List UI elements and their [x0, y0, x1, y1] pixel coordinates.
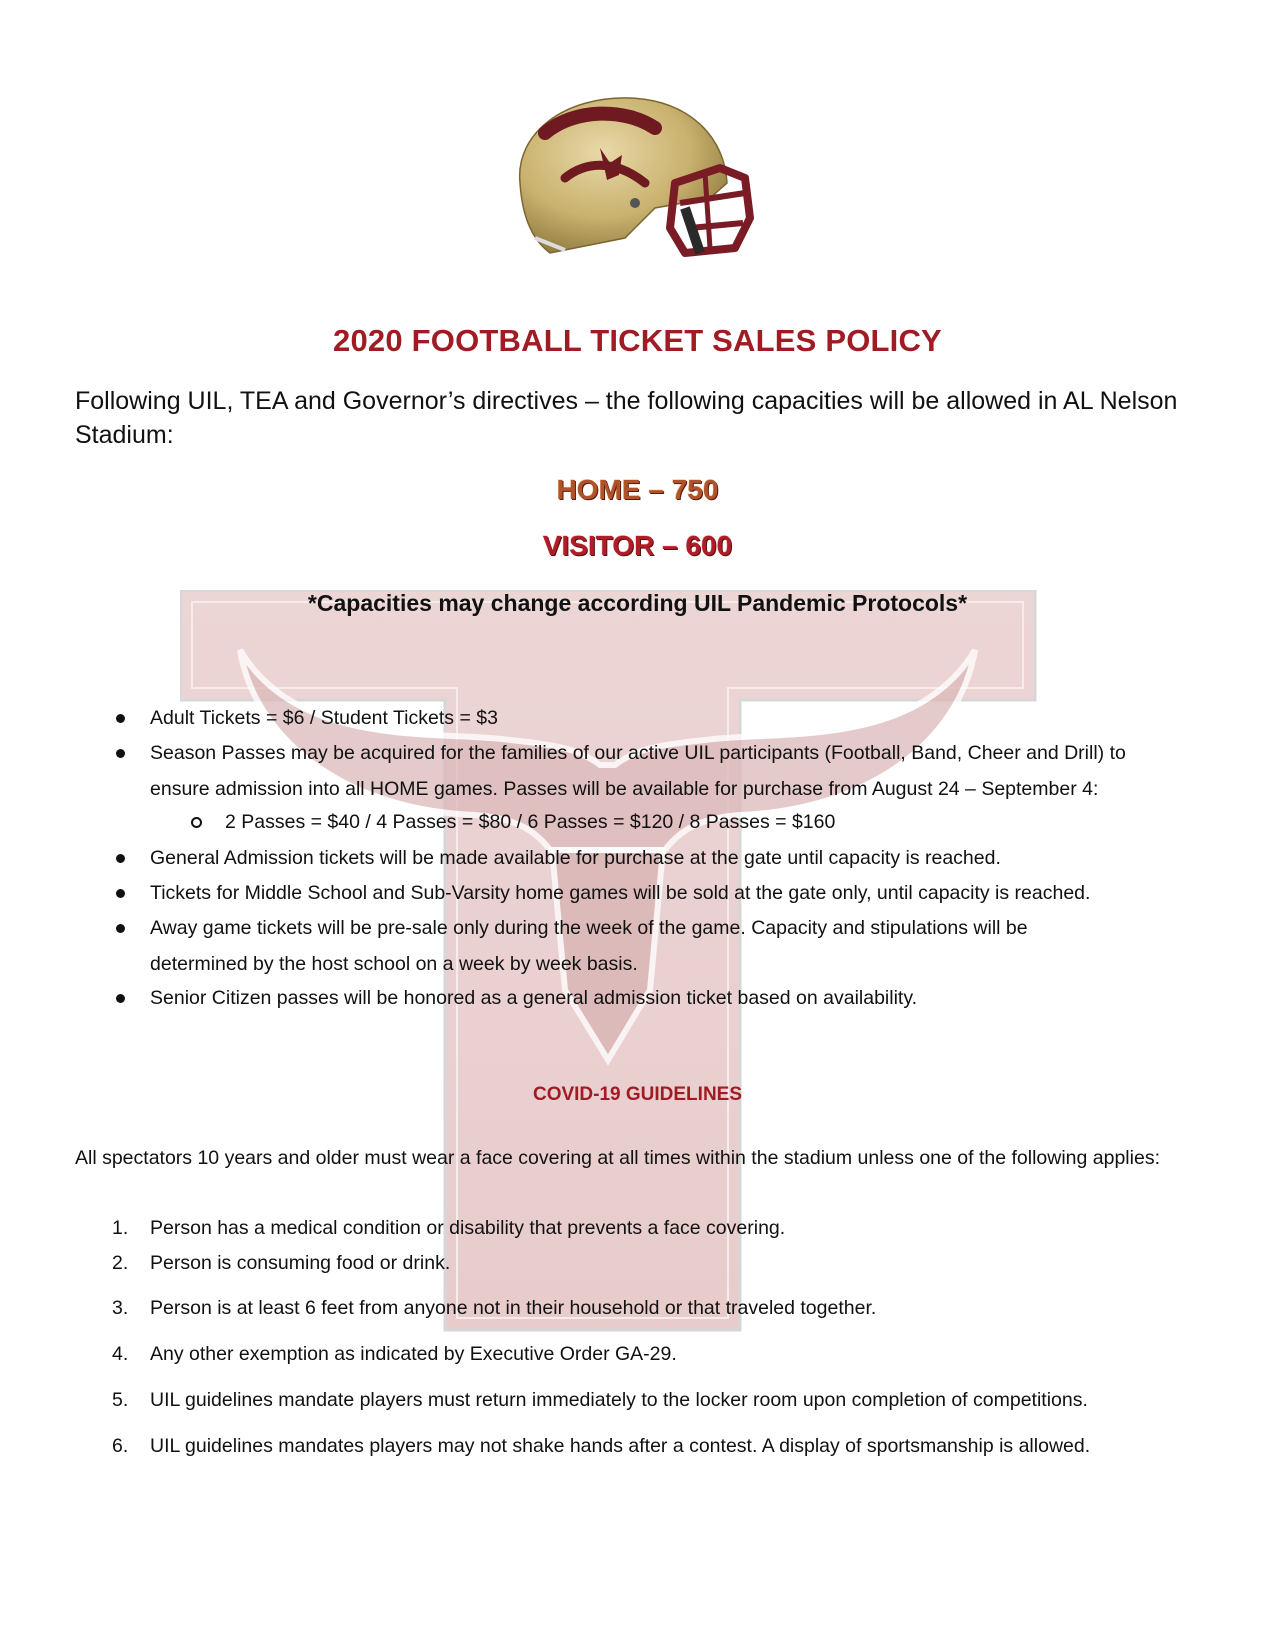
list-item: 2. Person is consuming food or drink.: [112, 1252, 451, 1274]
page-title: 2020 FOOTBALL TICKET SALES POLICY: [333, 323, 942, 358]
list-item: General Admission tickets will be made available for purchase at the gate until capacity is reached.: [150, 840, 1210, 876]
covid-intro: All spectators 10 years and older must wear a face covering at all times within the stadium unless one of the following applies:: [75, 1147, 1160, 1169]
bullet-icon: [116, 854, 125, 863]
visitor-capacity: VISITOR – 600: [542, 530, 733, 561]
bullet-icon: [116, 749, 125, 758]
list-sub-item: 2 Passes = $40 / 4 Passes = $80 / 6 Passes = $120 / 8 Passes = $160: [225, 804, 1175, 840]
bullet-icon: [116, 889, 125, 898]
home-capacity: HOME – 750: [556, 474, 719, 505]
list-item: Adult Tickets = $6 / Student Tickets = $3: [150, 700, 1210, 736]
list-item: Senior Citizen passes will be honored as a general admission ticket based on availability.: [150, 980, 1210, 1016]
bullet-icon: [116, 714, 125, 723]
list-item: Away game tickets will be pre-sale only during the week of the game. Capacity and stipulations will be determined by the host school on a week by week basis.: [150, 910, 1110, 982]
list-item: Tickets for Middle School and Sub-Varsity home games will be sold at the gate only, until capacity is reached.: [150, 875, 1210, 911]
list-item: 3. Person is at least 6 feet from anyone not in their household or that traveled together.: [112, 1297, 877, 1319]
list-item: 1. Person has a medical condition or disability that prevents a face covering.: [112, 1217, 786, 1239]
protocol-note: *Capacities may change according UIL Pandemic Protocols*: [307, 590, 968, 616]
football-helmet-icon: [505, 88, 760, 263]
list-item: Season Passes may be acquired for the families of our active UIL participants (Football, Band, Cheer and Drill) to ensure admission into all HOME games. Passes will be available for purchase from August 24 – September 4:: [150, 735, 1190, 807]
circle-bullet-icon: [191, 817, 202, 828]
list-item: 5. UIL guidelines mandate players must return immediately to the locker room upon completion of competitions.: [112, 1389, 1088, 1411]
bullet-icon: [116, 924, 125, 933]
intro-paragraph: Following UIL, TEA and Governor’s directives – the following capacities will be allowed in AL Nelson Stadium:: [75, 387, 1178, 449]
covid-heading: COVID-19 GUIDELINES: [532, 1084, 743, 1105]
list-item: 4. Any other exemption as indicated by Executive Order GA-29.: [112, 1343, 677, 1365]
list-item: 6. UIL guidelines mandates players may not shake hands after a contest. A display of sportsmanship is allowed.: [112, 1435, 1091, 1457]
bullet-icon: [116, 994, 125, 1003]
